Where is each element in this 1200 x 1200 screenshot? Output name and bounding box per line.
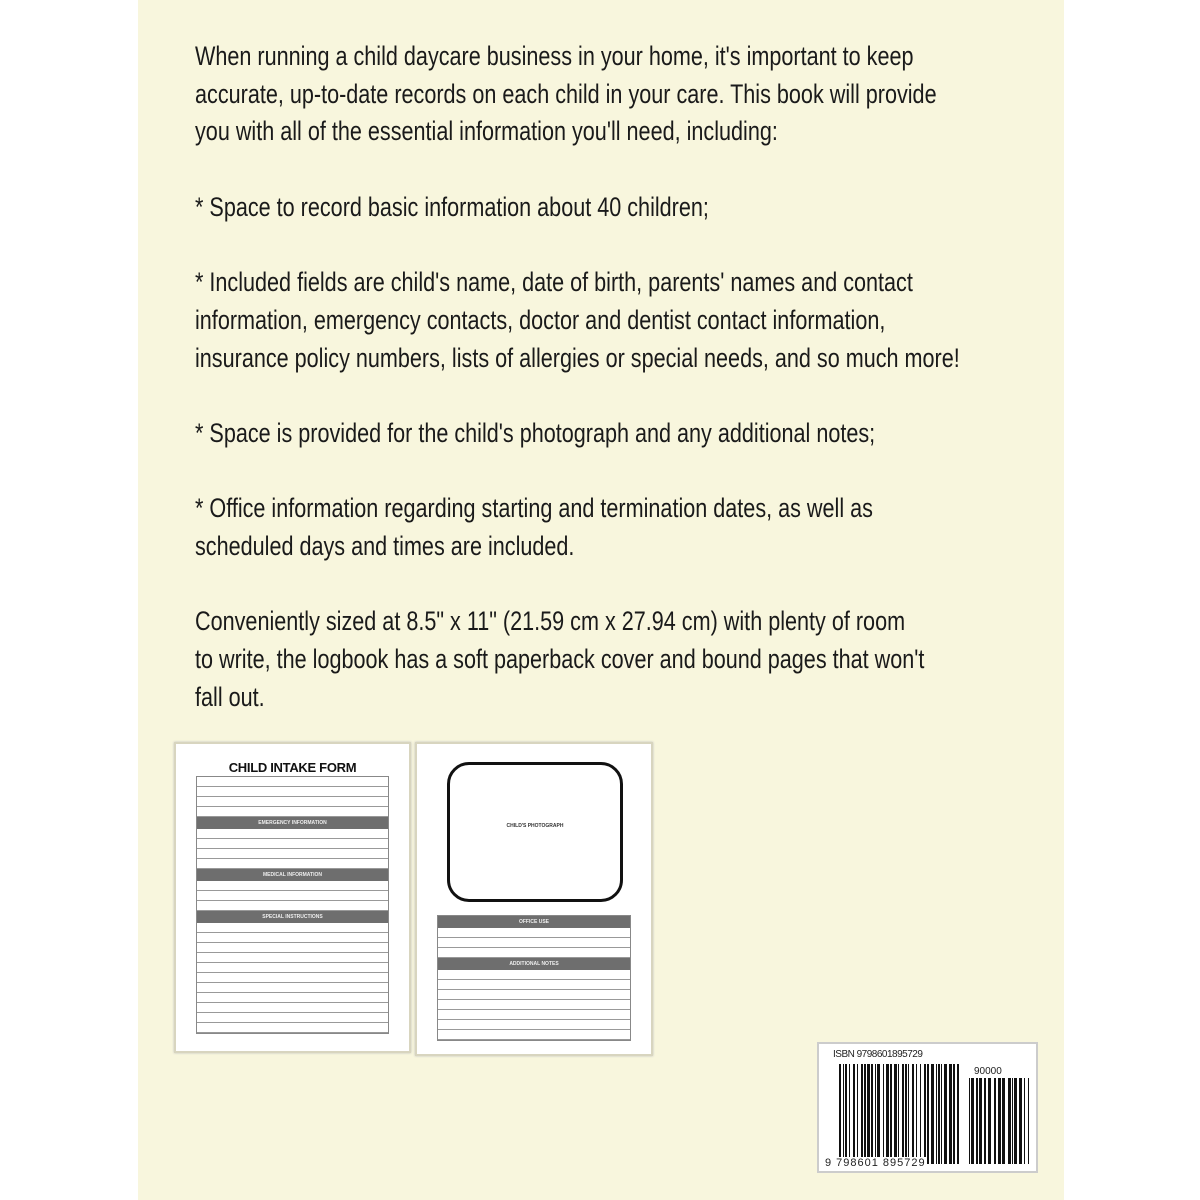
photo-notes-form-preview xyxy=(415,742,653,1056)
barcode-bar xyxy=(890,1064,892,1164)
text-line: insurance policy numbers, lists of allergies or special needs, and so much more! xyxy=(195,342,960,373)
barcode-bar xyxy=(957,1064,959,1164)
barcode-bars xyxy=(839,1064,959,1164)
barcode-bar xyxy=(936,1064,937,1164)
barcode-digits: 9 798601 895729 xyxy=(825,1157,926,1169)
text-line: When running a child daycare business in your home, it's important to keep xyxy=(195,41,914,71)
text-line: fall out. xyxy=(195,681,265,712)
section-header: SPECIAL INSTRUCTIONS xyxy=(197,911,388,923)
form-grid xyxy=(437,915,631,1041)
barcode-bar xyxy=(871,1064,873,1164)
barcode-bar xyxy=(894,1064,897,1164)
paragraph xyxy=(195,415,995,453)
barcode-bar xyxy=(979,1078,982,1164)
barcode-bar xyxy=(864,1064,866,1164)
barcode-bar xyxy=(875,1064,876,1164)
paragraph xyxy=(195,603,995,716)
barcode-bar xyxy=(969,1078,970,1164)
barcode-bar xyxy=(976,1078,978,1164)
description-text xyxy=(195,38,995,754)
barcode-bar xyxy=(1008,1078,1011,1164)
section-header: MEDICAL INFORMATION xyxy=(197,869,388,881)
photo-label: CHILD'S PHOTOGRAPH xyxy=(506,823,564,829)
section-header: ADDITIONAL NOTES xyxy=(438,958,630,970)
paragraph xyxy=(195,189,995,227)
form-grid xyxy=(196,776,389,1034)
text-line: accurate, up-to-date records on each child in your care. This book will provide xyxy=(195,78,937,109)
barcode-bar xyxy=(941,1064,942,1164)
barcode-bar xyxy=(994,1078,996,1164)
barcode-bar xyxy=(839,1064,841,1164)
barcode-bar xyxy=(920,1064,921,1164)
barcode-bar xyxy=(1012,1078,1013,1164)
text-line: information, emergency contacts, doctor and dentist contact information, xyxy=(195,304,886,335)
text-line: scheduled days and times are included. xyxy=(195,531,575,562)
isbn-text: ISBN 9798601895729 xyxy=(833,1049,923,1060)
barcode-bar xyxy=(1019,1078,1022,1164)
barcode-bar xyxy=(905,1064,907,1164)
barcode-bar xyxy=(931,1064,934,1164)
barcode-bar xyxy=(898,1064,899,1164)
barcode-bar xyxy=(949,1064,952,1164)
text-line: * Space is provided for the child's photograph and any additional notes; xyxy=(195,417,876,448)
photo-box xyxy=(447,762,623,902)
text-line: * Office information regarding starting and termination dates, as well as xyxy=(195,493,873,524)
barcode-bar xyxy=(853,1064,855,1164)
text-line: * Space to record basic information about 40 children; xyxy=(195,191,709,222)
text-line: you with all of the essential information you'll need, including: xyxy=(195,116,778,147)
barcode-bar xyxy=(867,1064,870,1164)
barcode-bar xyxy=(1002,1078,1005,1164)
paragraph xyxy=(195,264,995,377)
barcode-bar xyxy=(984,1078,986,1164)
barcode-bar xyxy=(1028,1078,1029,1164)
barcode-bar xyxy=(912,1064,914,1164)
section-header: EMERGENCY INFORMATION xyxy=(197,817,388,829)
text-line: to write, the logbook has a soft paperback cover and bound pages that won't xyxy=(195,644,925,675)
barcode-bar xyxy=(924,1064,926,1164)
barcode-bar xyxy=(1024,1078,1025,1164)
paragraph xyxy=(195,490,995,565)
paragraph xyxy=(195,38,995,151)
barcode-bar xyxy=(916,1064,917,1164)
barcode-bar xyxy=(877,1064,880,1164)
section-header: OFFICE USE xyxy=(438,916,630,928)
barcode-bar xyxy=(1014,1078,1017,1164)
text-line: * Included fields are child's name, date of birth, parents' names and contact xyxy=(195,267,913,298)
barcode-bar xyxy=(861,1064,863,1164)
barcode-bar xyxy=(857,1064,858,1164)
barcode-bar xyxy=(886,1064,889,1164)
barcode-bar xyxy=(845,1064,847,1164)
barcode-bar xyxy=(944,1064,947,1164)
barcode-bar xyxy=(998,1078,1001,1164)
isbn-barcode xyxy=(817,1042,1038,1173)
price-code: 90000 xyxy=(974,1066,1002,1077)
addon-bars xyxy=(969,1078,1029,1164)
barcode-bar xyxy=(843,1064,844,1164)
barcode-bar xyxy=(908,1064,909,1164)
barcode-bar xyxy=(988,1078,991,1164)
barcode-bar xyxy=(938,1064,940,1164)
barcode-bar xyxy=(953,1064,955,1164)
child-intake-form-preview xyxy=(174,742,411,1053)
form-title: CHILD INTAKE FORM xyxy=(228,760,357,775)
barcode-bar xyxy=(883,1064,884,1164)
barcode-bar xyxy=(849,1064,850,1164)
text-line: Conveniently sized at 8.5" x 11" (21.59 cm x 27.94 cm) with plenty of room xyxy=(195,606,906,637)
barcode-bar xyxy=(902,1064,904,1164)
barcode-bar xyxy=(971,1078,974,1164)
barcode-bar xyxy=(927,1064,929,1164)
